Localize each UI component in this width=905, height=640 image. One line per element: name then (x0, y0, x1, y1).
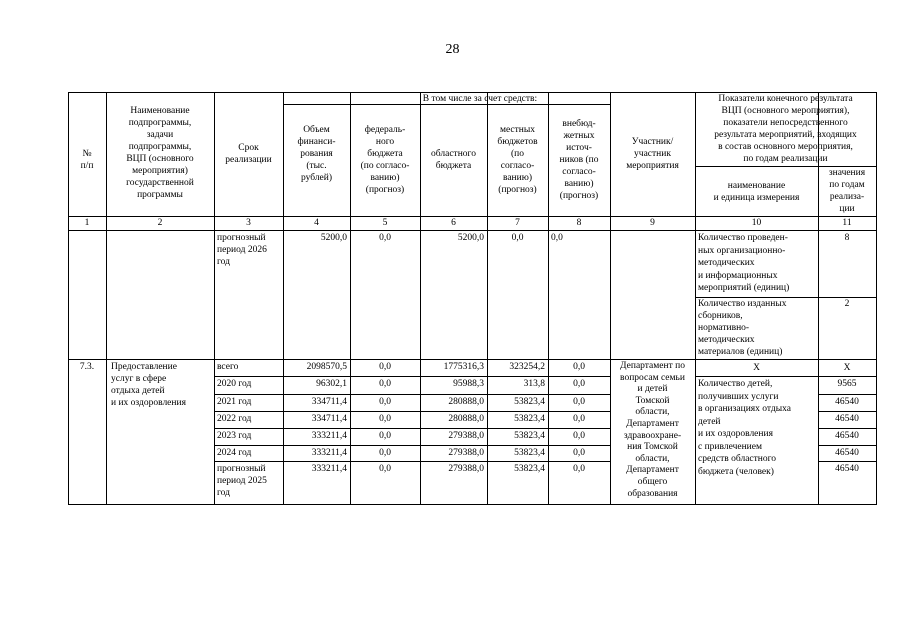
header-col-local: местных бюджетов (по согласо- ванию) (прогноз) (497, 125, 538, 195)
row-regional: 95988,3 (453, 379, 484, 389)
table-border-bottom (68, 504, 877, 505)
row-total: 2098570,5 (306, 362, 347, 372)
row-regional: 280888,0 (448, 414, 484, 424)
row-period: 2021 год (217, 397, 252, 407)
row-total: 333211,4 (311, 431, 347, 441)
row-extra: 0,0 (573, 414, 585, 424)
data-row-line (214, 376, 610, 377)
row-extra: 0,0 (573, 397, 585, 407)
block1-indicator-value: 8 (844, 233, 850, 243)
block-divider (68, 359, 876, 360)
row-regional: 279388,0 (448, 464, 484, 474)
header-col-federal: федераль- ного бюджета (по согласо- ванию) (прогноз) (360, 125, 410, 195)
header-col-regional: областного бюджета (431, 149, 476, 171)
row-federal: 0,0 (379, 448, 391, 458)
block1-regional: 5200,0 (457, 233, 484, 243)
row-regional: 279388,0 (448, 431, 484, 441)
block1-indicator-value: 2 (844, 299, 850, 309)
column-number-8: 8 (576, 218, 582, 228)
data-row-line (214, 445, 610, 446)
row-extra: 0,0 (573, 362, 585, 372)
row-local: 313,8 (523, 379, 545, 389)
data-row-line (214, 428, 610, 429)
row-local: 53823,4 (514, 397, 545, 407)
row-regional: 1775316,3 (443, 362, 484, 372)
data-row-line (214, 394, 610, 395)
row-period: 2024 год (217, 448, 252, 458)
block2-indicator-name: Количество детей, получивших услуги в организациях отдыха детей и их оздоровления с привлечением средств областного бюджета (человек) (698, 379, 791, 477)
row-federal: 0,0 (379, 379, 391, 389)
row-extra: 0,0 (573, 464, 585, 474)
row-total: 333211,4 (311, 448, 347, 458)
block1-indicator-name: Количество проведен- ных организационно- методических и информационных мероприятий (единиц) (698, 233, 790, 293)
column-number-7: 7 (515, 218, 520, 228)
column-number-11: 11 (842, 218, 852, 228)
block1-extra: 0,0 (551, 233, 563, 243)
header-col-total: Объем финанси- рования (тыс. рублей) (297, 125, 336, 183)
column-number-2: 2 (157, 218, 163, 228)
row-federal: 0,0 (379, 362, 391, 372)
value-row-line (818, 445, 876, 446)
row-period: всего (217, 362, 239, 372)
row-regional: 280888,0 (448, 397, 484, 407)
row-period: прогнозный период 2025 год (217, 464, 267, 498)
header-col-extra: внебюд- жетных источ- ников (по согласо- ванию) (прогноз) (559, 119, 599, 201)
value-row-line (818, 411, 876, 412)
block2-value-x: Х (843, 363, 851, 373)
row-indicator-value: 46540 (835, 464, 859, 474)
row-indicator-value: 46540 (835, 448, 859, 458)
page-number: 28 (445, 42, 460, 57)
row-total: 334711,4 (311, 414, 347, 424)
row-local: 53823,4 (514, 448, 545, 458)
column-divider (876, 92, 877, 504)
row-total: 96302,1 (316, 379, 347, 389)
value-row-line (818, 461, 876, 462)
data-row-line (214, 411, 610, 412)
row-local: 53823,4 (514, 431, 545, 441)
column-number-9: 9 (650, 218, 655, 228)
column-numbers-line (68, 230, 876, 231)
block1-total: 5200,0 (320, 233, 347, 243)
block2-name: Предоставление услуг в сфере отдыха детей и их оздоровления (111, 362, 186, 408)
row-period: 2020 год (217, 379, 252, 389)
header-col-participant: Участник/ участник мероприятия (626, 137, 679, 171)
row-indicator-value: 9565 (837, 379, 857, 389)
row-federal: 0,0 (379, 464, 391, 474)
column-number-4: 4 (314, 218, 319, 228)
row-federal: 0,0 (379, 431, 391, 441)
row-regional: 279388,0 (448, 448, 484, 458)
row-extra: 0,0 (573, 448, 585, 458)
block1-federal: 0,0 (379, 233, 391, 243)
row-extra: 0,0 (573, 431, 585, 441)
row-period: 2023 год (217, 431, 252, 441)
header-col-name: Наименование подпрограммы, задачи подпрограммы, ВЦП (основного мероприятия) государственной программы (126, 106, 194, 200)
column-number-10: 10 (751, 218, 762, 228)
row-local: 323254,2 (509, 362, 545, 372)
row-local: 53823,4 (514, 414, 545, 424)
column-number-5: 5 (382, 218, 388, 228)
data-row-line (214, 461, 610, 462)
row-period: 2022 год (217, 414, 252, 424)
row-total: 334711,4 (311, 397, 347, 407)
block1-local: 0,0 (511, 233, 524, 243)
header-col-period: Срок реализации (225, 143, 272, 165)
header-col-indicator-name: наименование и единица измерения (713, 181, 800, 203)
column-number-6: 6 (451, 218, 456, 228)
column-number-3: 3 (246, 218, 251, 228)
block1-indicator-name: Количество изданных сборников, нормативно- методических материалов (единиц) (698, 299, 787, 357)
row-total: 333211,4 (311, 464, 347, 474)
indicator-row-line (695, 376, 876, 377)
column-number-1: 1 (84, 218, 90, 228)
block1-period: прогнозный период 2026 год (217, 233, 267, 267)
value-row-line (818, 428, 876, 429)
value-row-line (818, 394, 876, 395)
header-group-sources: В том числе за счет средств: (422, 94, 538, 104)
block2-participant: Департамент по вопросам семьи и детей Томской области, Департамент здравоохране- ния Томской области, Департамент общего образования (620, 361, 685, 499)
row-extra: 0,0 (573, 379, 585, 389)
block2-number: 7.3. (79, 362, 95, 372)
row-federal: 0,0 (379, 397, 391, 407)
row-indicator-value: 46540 (835, 397, 859, 407)
header-col-indicator-value: значения по годам реализа- ции (828, 168, 866, 214)
row-indicator-value: 46540 (835, 431, 859, 441)
row-federal: 0,0 (379, 414, 391, 424)
header-group-indicators: Показатели конечного результата ВЦП (основного мероприятия), показатели непосредственного результата мероприятий, входящих в состав основного мероприятия, по годам реализации (714, 94, 857, 164)
row-indicator-value: 46540 (835, 414, 859, 424)
row-local: 53823,4 (514, 464, 545, 474)
block2-indicator-x: Х (753, 363, 760, 373)
header-col-number: № п/п (80, 149, 94, 171)
